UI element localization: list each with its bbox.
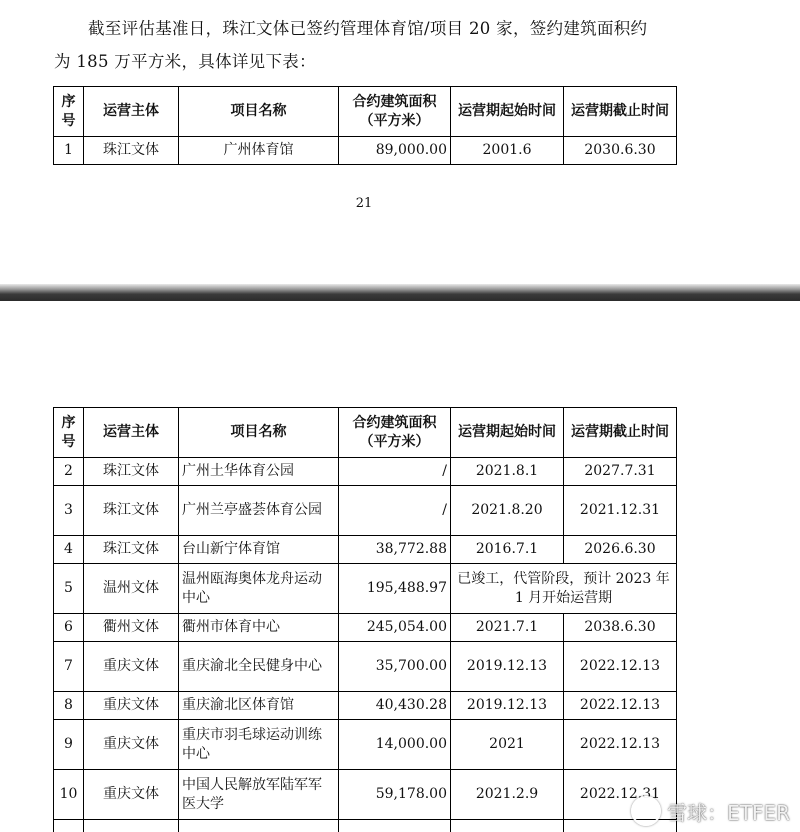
header-project: 项目名称 (179, 408, 339, 458)
cell-area: 245,054.00 (339, 614, 451, 642)
venue-table-part-2 (53, 407, 677, 832)
cell-start: 2021.8.1 (451, 458, 564, 486)
cell-end: 2027.7.31 (564, 458, 677, 486)
cell-operator: 重庆文体 (84, 642, 179, 692)
cell-end: 2022.12.31 (564, 770, 677, 820)
cell-seq: 7 (54, 642, 84, 692)
cell-seq: 10 (54, 770, 84, 820)
snowball-logo-icon (631, 796, 661, 826)
cell-end: 2022.12.13 (564, 720, 677, 770)
cell-area: / (339, 458, 451, 486)
cell-start: 2021.8.20 (451, 486, 564, 536)
cell-project: 重庆渝北区体育馆 (179, 692, 339, 720)
cell-project: 重庆市羽毛球运动训练中心 (179, 720, 339, 770)
cell-operator: 珠江文体 (84, 486, 179, 536)
cell-start: 2001.6 (451, 137, 564, 165)
cell-area: 35,700.00 (339, 642, 451, 692)
cell-project: 温州瓯海奥体龙舟运动中心 (179, 564, 339, 614)
cell-project: 广州兰亭盛荟体育公园 (179, 486, 339, 536)
cell-seq: 1 (54, 137, 84, 165)
header-end: 运营期截止时间 (564, 87, 677, 137)
cell-operator: 温州文体 (84, 564, 179, 614)
cell-end: 2022.12.13 (564, 642, 677, 692)
header-area: 合约建筑面积（平方米） (339, 408, 451, 458)
header-seq: 序号 (54, 408, 84, 458)
table-row-cut-off (54, 820, 677, 832)
table-row (54, 564, 677, 614)
cell-seq: 3 (54, 486, 84, 536)
table-header-row (54, 87, 677, 137)
cell-end: 2038.6.30 (564, 614, 677, 642)
xueqiu-watermark (631, 796, 790, 826)
page-number: 21 (355, 196, 373, 211)
venue-table-part-1 (53, 86, 677, 165)
paragraph-line-2: 为 185 万平方米，具体详见下表： (54, 52, 316, 71)
cell-seq: 5 (54, 564, 84, 614)
header-operator: 运营主体 (84, 87, 179, 137)
cell-operator: 衢州文体 (84, 614, 179, 642)
table-row (54, 536, 677, 564)
cell-seq: 6 (54, 614, 84, 642)
cell-end: 2021.12.31 (564, 486, 677, 536)
cell-project: 广州土华体育公园 (179, 458, 339, 486)
table-row (54, 137, 677, 165)
table-row (54, 770, 677, 820)
cell-operator: 珠江文体 (84, 536, 179, 564)
header-project: 项目名称 (179, 87, 339, 137)
cell-operator: 珠江文体 (84, 458, 179, 486)
table-row (54, 614, 677, 642)
page-separator (0, 284, 800, 301)
cell-project: 衢州市体育中心 (179, 614, 339, 642)
paragraph-line-1: 截至评估基准日，珠江文体已签约管理体育馆/项目 20 家，签约建筑面积约 (88, 19, 648, 38)
cell-area: 38,772.88 (339, 536, 451, 564)
cell-start: 2021.7.1 (451, 614, 564, 642)
cell-end: 2022.12.13 (564, 692, 677, 720)
cell-seq: 2 (54, 458, 84, 486)
cell-start: 2021 (451, 720, 564, 770)
header-end: 运营期截止时间 (564, 408, 677, 458)
cell-start: 2021.2.9 (451, 770, 564, 820)
cell-project: 中国人民解放军陆军军医大学 (179, 770, 339, 820)
cell-operator: 重庆文体 (84, 720, 179, 770)
cell-project: 重庆渝北全民健身中心 (179, 642, 339, 692)
table-row (54, 642, 677, 692)
cell-operator: 重庆文体 (84, 692, 179, 720)
table-header-row (54, 408, 677, 458)
cell-seq: 4 (54, 536, 84, 564)
cell-area: 89,000.00 (339, 137, 451, 165)
cell-area: / (339, 486, 451, 536)
watermark-text: 雪球：ETFER (667, 800, 790, 825)
cell-project: 台山新宁体育馆 (179, 536, 339, 564)
header-start: 运营期起始时间 (451, 87, 564, 137)
cell-operator: 珠江文体 (84, 137, 179, 165)
cell-seq: 9 (54, 720, 84, 770)
header-start: 运营期起始时间 (451, 408, 564, 458)
cell-seq: 8 (54, 692, 84, 720)
cell-area: 195,488.97 (339, 564, 451, 614)
header-operator: 运营主体 (84, 408, 179, 458)
cell-start: 2019.12.13 (451, 642, 564, 692)
cell-status-merged: 已竣工，代管阶段，预计 2023 年 1 月开始运营期 (451, 564, 677, 614)
cell-area: 59,178.00 (339, 770, 451, 820)
table-row (54, 720, 677, 770)
cell-area: 14,000.00 (339, 720, 451, 770)
document-page-2 (0, 301, 800, 832)
cell-operator: 重庆文体 (84, 770, 179, 820)
header-seq: 序号 (54, 87, 84, 137)
table-row (54, 692, 677, 720)
cell-area: 40,430.28 (339, 692, 451, 720)
header-area: 合约建筑面积（平方米） (339, 87, 451, 137)
cell-start: 2019.12.13 (451, 692, 564, 720)
cell-end: 2026.6.30 (564, 536, 677, 564)
table-row (54, 458, 677, 486)
cell-end: 2030.6.30 (564, 137, 677, 165)
intro-paragraph (54, 12, 694, 78)
document-page-1 (0, 0, 800, 284)
table-row (54, 486, 677, 536)
cell-start: 2016.7.1 (451, 536, 564, 564)
cell-project: 广州体育馆 (179, 137, 339, 165)
